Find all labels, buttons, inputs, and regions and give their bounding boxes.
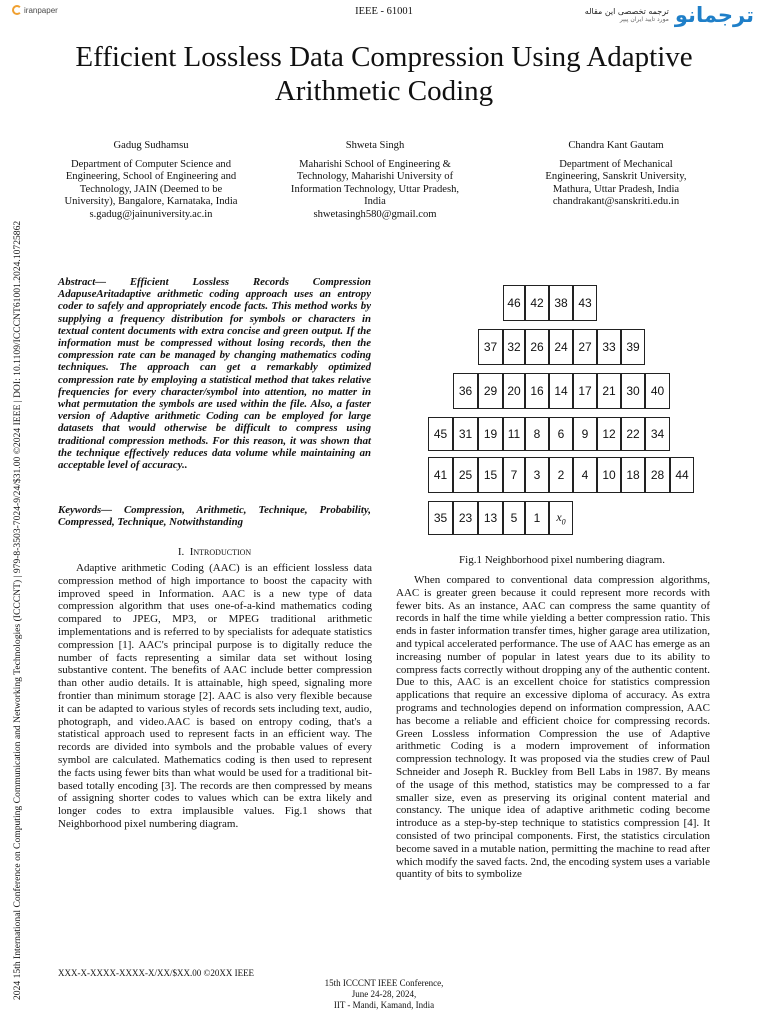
pixel-cell: 20	[503, 373, 525, 409]
pixel-cell: 11	[503, 417, 525, 451]
pixel-cell: 21	[597, 373, 621, 409]
keywords-text: Compression, Arithmetic, Technique, Probability, Compressed, Technique, Notwithstanding	[58, 504, 371, 529]
pixel-cell: 32	[503, 329, 525, 365]
pixel-cell: 8	[525, 417, 549, 451]
section-heading	[58, 546, 371, 558]
footer-conf-venue: IIT - Mandi, Kamand, India	[333, 1000, 435, 1010]
pixel-cell: 13	[478, 501, 503, 535]
logo-tagline	[585, 7, 669, 24]
pixel-cell: 41	[428, 457, 453, 493]
pixel-cell: 7	[503, 457, 525, 493]
author-email: chandrakant@sanskriti.edu.in	[552, 196, 680, 208]
pixel-cell: 39	[621, 329, 645, 365]
pixel-cell: 43	[573, 285, 597, 321]
pixel-cell: 19	[478, 417, 503, 451]
keywords-label: Keywords—	[58, 504, 112, 516]
pixel-cell: 22	[621, 417, 645, 451]
author-name: Chandra Kant Gautam	[568, 140, 664, 151]
author-name: Gadug Sudhamsu	[113, 140, 189, 151]
tarjomano-logo	[585, 3, 754, 27]
pixel-cell: 35	[428, 501, 453, 535]
footer-conference	[234, 978, 534, 1011]
pixel-cell: 10	[597, 457, 621, 493]
pixel-cell: 16	[525, 373, 549, 409]
paragraph: Adaptive arithmetic Coding (AAC) is an efficient lossless data compression method of high importance to boost the capacity with improved speed in Information. AAC is a new type of data compression algorithm that uses one-of-a-kind mathematics coding compared to JPEG, MP3, or MPEG traditional arithmetic implementations and is referred to by specialists for adequate statistics compression [1]. AAC's principal purpose is to digitally reduce the number of facts representing a similar data set without losing substantive content. The benefits of AAC include better compression than other audio details. It is attainable, high speed, signaling more frontier than minimum storage [2]. AAC is also very flexible because it can be adapted to various styles of records sets including text, audio, photograph, and video.AAC is based on entropy coding, that's a statistical approach used to represent facts in an efficient way. The records are divided into symbols and the probable values of every symbol are calculated. Mathematics coding is then used to represent the facts using fewer bits than what would be used for a traditional bit-based totally encoding [3]. The records are then compressed by means of assigning shorter codes to values which can be extra likely and longer codes to extra implausible values. Fig.1 shows that Neighborhood pixel numbering diagram.	[58, 562, 372, 830]
pixel-cell: 26	[525, 329, 549, 365]
footer-copyright: XXX-X-XXXX-XXXX-X/XX/$XX.00 ©20XX IEEE	[58, 968, 255, 978]
pixel-cell: 28	[645, 457, 670, 493]
author-block	[290, 140, 460, 222]
logo-tagline-line1: ترجمه تخصصی این مقاله	[584, 6, 669, 16]
iranpaper-logo-text: iranpaper	[24, 5, 58, 15]
author-email: s.gadug@jainuniversity.ac.in	[89, 208, 213, 220]
author-name: Shweta Singh	[345, 140, 405, 151]
author-affiliation: Maharishi School of Engineering & Technology, Maharishi University of Information Technology, Uttar Pradesh, India	[290, 158, 460, 208]
footer-conf-dates: June 24-28, 2024,	[351, 989, 417, 999]
paragraph: When compared to conventional data compression algorithms, AAC is greater green because it could represent more records with fewer bits. As an instance, AAC can compress the same quantity of records in half the time while yielding a better compression ratio. This ends in faster information transfer times, higher garage area utilization, and typical accelerated performance. The use of AAC has emerge as an increasing number of popular in latest years due to its ability to compress facts correctly without dropping any of the authentic content. Due to this, AAC is an excellent choice for statistics compression applications that require an excessive diploma of accuracy. As extra programs and technologies depend on information compression, AAC has become a reliable and efficient choice for compressing records. Green Lossless information Compression the use of Adaptive arithmetic Coding is a modern improvement of information compression technology. It was proposed via the studies crew of Paul Schneider and Joseph R. Buckley from Bell Labs in 1987. By means of the usage of this method, statistics may be compressed to a far smaller size, even as preserving its original content material and constancy. The unique idea of adaptive arithmetic coding become introduce as a step-by-step technique to statistics compression [4]. It consisted of two principal components. First, the statistics circulation become saved in a mutable nation, permitting the machine to read after which modify the saved facts. 2nd, the encoding system uses a variable quantity of bits to symbolize	[396, 574, 710, 881]
pixel-cell: 42	[525, 285, 549, 321]
pixel-cell: 33	[597, 329, 621, 365]
intro-text-right	[396, 574, 710, 881]
intro-text-left	[58, 562, 372, 831]
pixel-cell: 45	[428, 417, 453, 451]
pixel-cell: 24	[549, 329, 573, 365]
pixel-cell: 44	[670, 457, 694, 493]
pixel-cell: 31	[453, 417, 478, 451]
pixel-cell: 29	[478, 373, 503, 409]
header-code: IEEE - 61001	[355, 6, 413, 17]
pixel-cell: 5	[503, 501, 525, 535]
paper-title: Efficient Lossless Data Compression Using Adaptive Arithmetic Coding	[75, 41, 693, 107]
pixel-cell: 38	[549, 285, 573, 321]
figure-caption: Fig.1 Neighborhood pixel numbering diagram.	[459, 554, 665, 566]
neighborhood-pixel-diagram	[428, 283, 694, 537]
author-email: shwetasingh580@gmail.com	[313, 208, 437, 220]
pixel-cell: 9	[573, 417, 597, 451]
logo-brand: ترجمانو	[674, 3, 754, 27]
author-block	[60, 140, 242, 222]
pixel-cell: 30	[621, 373, 645, 409]
pixel-cell: 36	[453, 373, 478, 409]
pixel-cell: 12	[597, 417, 621, 451]
section-title: Introduction	[189, 546, 252, 558]
pixel-cell: 6	[549, 417, 573, 451]
pixel-cell: 40	[645, 373, 670, 409]
author-block	[540, 140, 692, 209]
pixel-cell: 18	[621, 457, 645, 493]
footer-conf-name: 15th ICCCNT IEEE Conference,	[324, 978, 444, 988]
pixel-cell: 2	[549, 457, 573, 493]
keywords	[58, 504, 371, 528]
pixel-cell: 4	[573, 457, 597, 493]
pixel-cell: 23	[453, 501, 478, 535]
author-affiliation: Department of Mechanical Engineering, Sanskrit University, Mathura, Uttar Pradesh, India	[545, 158, 687, 195]
pixel-cell: 25	[453, 457, 478, 493]
abstract-label: Abstract—	[58, 276, 106, 288]
logo-tagline-line2: مورد تایید ایران پیپر	[619, 16, 669, 24]
pixel-cell: 17	[573, 373, 597, 409]
pixel-cell: 3	[525, 457, 549, 493]
pixel-cell: 14	[549, 373, 573, 409]
pixel-cell: 1	[525, 501, 549, 535]
pixel-cell: $x_0$	[549, 501, 573, 535]
abstract-text: Efficient Lossless Records Compression AdapuseAritadaptive arithmetic coding approach uses an entropy coder to safely and appropriately encode facts. This method works by supplying a frequency distribution for symbols or characters in textual content documents with extra concise and green output. If the information must be compressed without losing records, then the compression rate can be managed by changing mathematics coding techniques. The approach can get a remarkably optimized compression rate by employing a statistical method that takes relative frequencies for every character/symbol into attention, no matter in what permutation the symbols are used within the file. Also, a faster version of Adaptive arithmetic Coding can be employed for large datasets that would otherwise be difficult to compress using traditional compression methods. For this reason, it was shown that the technique effectively reduces data volume while maintaining an acceptable level of accuracy..	[58, 276, 371, 472]
side-doi-text: 2024 15th International Conference on Computing Communication and Networking Technologies (ICCCNT) | 979-8-3503-7024-9/24/$31.00 ©2024 IEEE | DOI: 10.1109/ICCCNT61001.2024.10725862	[12, 220, 23, 1000]
pixel-cell: 34	[645, 417, 670, 451]
pixel-cell: 46	[503, 285, 525, 321]
pixel-cell: 37	[478, 329, 503, 365]
author-affiliation: Department of Computer Science and Engineering, School of Engineering and Technology, JAIN (Deemed to be University), Bangalore, Karnataka, India	[64, 158, 238, 208]
abstract	[58, 276, 371, 471]
pixel-cell: 27	[573, 329, 597, 365]
pixel-cell: 15	[478, 457, 503, 493]
section-number: I.	[177, 546, 185, 558]
